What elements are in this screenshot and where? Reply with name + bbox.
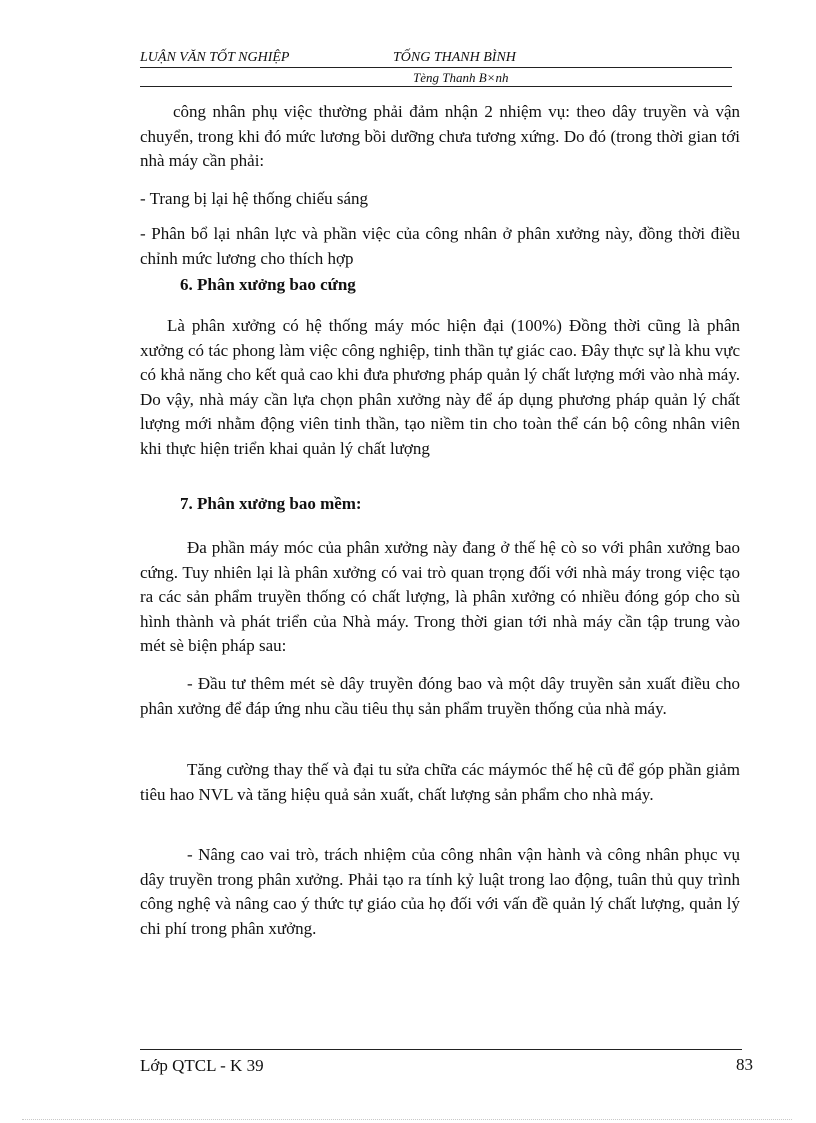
- list-item-responsibility: - Nâng cao vai trò, trách nhiệm của công nhân vận hành và công nhân phục vụ dây truyền trong phân xưởng. Phải tạo ra tính kỷ luật trong lao động, tuân thủ quy trình công nghệ và nâng cao ý thức tự giáo của họ đối với vấn đề quản lý chất lượng, quản lý chi phí trong phân xưởng.: [140, 845, 740, 938]
- footer-rule: [140, 1049, 742, 1050]
- paragraph-hard-packaging: Là phân xưởng có hệ thống máy móc hiện đại (100%) Đồng thời cũng là phân xưởng có tác phong làm việc công nghiệp, tinh thần tự giác cao. Đây thực sự là khu vực có khả năng cho kết quả cao khi đưa phương pháp quản lý chất lượng mới vào nhà máy. Do vậy, nhà máy cần lựa chọn phân xưởng này để áp dụng phương pháp quản lý chất lượng mới nhằm động viên tinh thần, tạo niềm tin cho toàn thể cán bộ công nhân viên khi thực hiện triển khai quản lý chất lượng: [140, 316, 740, 458]
- header-author-name: TỐNG THANH BÌNH: [393, 50, 516, 65]
- running-header: [140, 49, 732, 68]
- section-heading-7: 7. Phân xưởng bao mềm:: [180, 494, 362, 513]
- paragraph-workers: công nhân phụ việc thường phải đảm nhận 2 nhiệm vụ: theo dây truyền và vận chuyển, trong khi đó mức lương bồi dưỡng chưa tương xứng. Do đó (trong thời gian tới nhà máy cần phải:: [140, 102, 740, 170]
- running-subheader: [140, 69, 732, 87]
- footer-class-label: Lớp QTCL - K 39: [140, 1056, 264, 1075]
- paragraph-replace-machines: Tăng cường thay thế và đại tu sửa chữa các máymóc thế hệ cũ để góp phần giảm tiêu hao NVL và tăng hiệu quả sản xuất, chất lượng sản phẩm cho nhà máy.: [140, 760, 740, 804]
- paragraph-soft-packaging: Đa phần máy móc của phân xưởng này đang ở thế hệ cò so với phân xưởng bao cứng. Tuy nhiên lại là phân xưởng có vai trò quan trọng đối với nhà máy trong việc tạo ra các sản phẩm truyền thống có chất lượng, là phân xưởng có nhiều đóng góp cho sù hình thành và phát triển của Nhà máy. Trong thời gian tới nhà máy cần tập trung vào mét sè biện pháp sau:: [140, 538, 740, 655]
- page-edge-dotted-line: [22, 1119, 792, 1120]
- list-item-lighting: - Trang bị lại hệ thống chiếu sáng: [140, 189, 369, 208]
- page-number: 83: [736, 1055, 753, 1074]
- list-item-reallocate: - Phân bổ lại nhân lực và phần việc của công nhân ở phân xưởng này, đồng thời điều chỉnh mức lương cho thích hợp: [140, 224, 740, 268]
- section-heading-6: 6. Phân xưởng bao cứng: [180, 275, 356, 294]
- header-author-sub: Tèng Thanh B×nh: [413, 70, 509, 85]
- list-item-invest: - Đầu tư thêm mét sè dây truyền đóng bao và một dây truyền sản xuất điều cho phân xưởng để đáp ứng nhu cầu tiêu thụ sản phẩm truyền thống của nhà máy.: [140, 674, 740, 718]
- header-thesis-label: LUẬN VĂN TỐT NGHIỆP: [140, 50, 290, 65]
